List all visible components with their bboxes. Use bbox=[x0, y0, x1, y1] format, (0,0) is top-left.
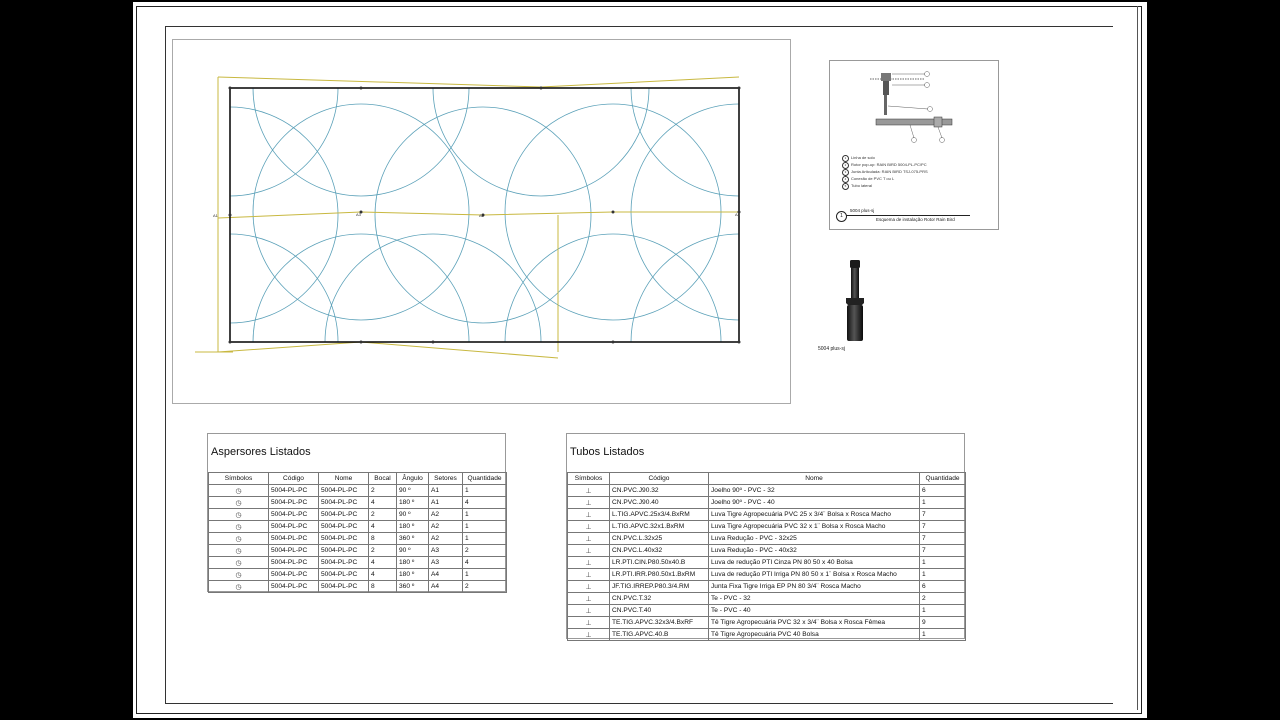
table-cell: 4 bbox=[369, 497, 397, 509]
table-row[interactable] bbox=[209, 509, 507, 521]
table-row[interactable] bbox=[568, 617, 966, 629]
table-cell: CN.PVC.J90.40 bbox=[610, 497, 709, 509]
table-cell: A4 bbox=[429, 581, 463, 593]
table-cell: A3 bbox=[429, 557, 463, 569]
table-cell: 180 º bbox=[397, 569, 429, 581]
table-header-row bbox=[568, 473, 966, 485]
table-cell: 180 º bbox=[397, 497, 429, 509]
table-cell: Luva de redução PTI Irriga PN 80 50 x 1¨ Bolsa x Rosca Macho bbox=[709, 569, 920, 581]
coverage-circle bbox=[253, 40, 469, 196]
table-cell: A2 bbox=[429, 533, 463, 545]
column-header: Código bbox=[610, 473, 709, 485]
symbol-icon: ⊥ bbox=[568, 629, 610, 641]
table-cell: 4 bbox=[463, 557, 507, 569]
symbol-icon: ⊥ bbox=[568, 581, 610, 593]
column-header: Código bbox=[269, 473, 319, 485]
sector-label: A3 bbox=[356, 212, 361, 217]
coverage-circle bbox=[505, 234, 721, 403]
table-cell: 1 bbox=[920, 605, 966, 617]
rotor-product-photo[interactable] bbox=[818, 256, 866, 356]
irrigation-plan-viewport[interactable] bbox=[172, 39, 791, 404]
sprinkler-head bbox=[229, 214, 232, 217]
table-cell: 5004-PL-PC bbox=[269, 497, 319, 509]
table-cell: 1 bbox=[463, 533, 507, 545]
table-cell: 7 bbox=[920, 545, 966, 557]
table-cell: Junta Fixa Tigre Irriga EP PN 80 3/4¨ Rosca Macho bbox=[709, 581, 920, 593]
table-cell: TE.TIG.APVC.32x3/4.BxRF bbox=[610, 617, 709, 629]
table-cell: 7 bbox=[920, 533, 966, 545]
table-cell: 4 bbox=[369, 521, 397, 533]
sprinkler-head bbox=[612, 341, 615, 344]
table-cell: 5004-PL-PC bbox=[319, 485, 369, 497]
table-cell: 1 bbox=[920, 569, 966, 581]
table-row[interactable] bbox=[568, 533, 966, 545]
column-header: Ângulo bbox=[397, 473, 429, 485]
sprinkler-head bbox=[229, 341, 232, 344]
sprinkler-schedule-table bbox=[208, 472, 507, 593]
table-row[interactable] bbox=[209, 521, 507, 533]
sprinkler-head bbox=[612, 211, 615, 214]
table-row[interactable] bbox=[209, 545, 507, 557]
table-cell: 180 º bbox=[397, 557, 429, 569]
symbol-icon: ◷ bbox=[209, 557, 269, 569]
symbol-icon: ⊥ bbox=[568, 545, 610, 557]
rotor-image-icon bbox=[818, 256, 866, 348]
sprinkler-head bbox=[360, 341, 363, 344]
table-cell: 1 bbox=[920, 497, 966, 509]
detail-legend-item: 1 Linha de solo bbox=[842, 155, 875, 162]
table-cell: 7 bbox=[920, 521, 966, 533]
table-cell: Tê Tigre Agropecuária PVC 32 x 3/4¨ Bolsa x Rosca Fêmea bbox=[709, 617, 920, 629]
symbol-icon: ◷ bbox=[209, 545, 269, 557]
table-cell: 2 bbox=[369, 545, 397, 557]
table-row[interactable] bbox=[568, 497, 966, 509]
table-cell: A1 bbox=[429, 485, 463, 497]
table-cell: A2 bbox=[429, 509, 463, 521]
sector-label: A4 bbox=[735, 212, 740, 217]
table-cell: 2 bbox=[463, 545, 507, 557]
table-cell: 5004-PL-PC bbox=[269, 521, 319, 533]
table-cell: LR.PTI.CIN.P80.50x40.B bbox=[610, 557, 709, 569]
detail-mark-label: 5004 plus-sj bbox=[850, 208, 875, 213]
symbol-icon: ◷ bbox=[209, 569, 269, 581]
table-cell: 5004-PL-PC bbox=[269, 533, 319, 545]
table-cell: L.TIG.APVC.25x3/4.BxRM bbox=[610, 509, 709, 521]
table-cell: A2 bbox=[429, 521, 463, 533]
table-row[interactable] bbox=[209, 569, 507, 581]
column-header: Quantidade bbox=[920, 473, 966, 485]
column-header: Símbolos bbox=[209, 473, 269, 485]
table-row[interactable] bbox=[568, 605, 966, 617]
symbol-icon: ⊥ bbox=[568, 521, 610, 533]
pipe-schedule bbox=[566, 433, 965, 639]
detail-legend-item: 3 Junta Articulada: RAIN BIRD TSJ-075-PRS bbox=[842, 169, 928, 176]
symbol-icon: ⊥ bbox=[568, 557, 610, 569]
table-row[interactable] bbox=[209, 533, 507, 545]
symbol-icon: ◷ bbox=[209, 533, 269, 545]
table-row[interactable] bbox=[568, 545, 966, 557]
table-cell: Joelho 90º - PVC - 32 bbox=[709, 485, 920, 497]
coverage-circle bbox=[253, 234, 469, 403]
detail-caption: Esquema de instalação Rotor Rain Bird bbox=[876, 217, 955, 222]
irrigation-plan-drawing bbox=[173, 40, 790, 403]
table-row[interactable] bbox=[568, 485, 966, 497]
table-cell: 360 º bbox=[397, 533, 429, 545]
table-cell: 4 bbox=[369, 569, 397, 581]
sprinkler-head bbox=[432, 341, 435, 344]
table-cell: Luva Tigre Agropecuária PVC 32 x 1¨ Bolsa x Rosca Macho bbox=[709, 521, 920, 533]
table-cell: LR.PTI.IRR.P80.50x1.BxRM bbox=[610, 569, 709, 581]
symbol-icon: ◷ bbox=[209, 485, 269, 497]
pipe-network bbox=[195, 77, 739, 358]
detail-mark-underline bbox=[846, 215, 970, 216]
table-cell: 5004-PL-PC bbox=[319, 521, 369, 533]
table-cell: 5004-PL-PC bbox=[319, 509, 369, 521]
table-row[interactable] bbox=[568, 509, 966, 521]
sprinkler-head bbox=[229, 87, 232, 90]
table-cell: CN.PVC.T.32 bbox=[610, 593, 709, 605]
table-row[interactable] bbox=[568, 557, 966, 569]
table-cell: 5004-PL-PC bbox=[269, 557, 319, 569]
table-cell: 5004-PL-PC bbox=[319, 557, 369, 569]
table-cell: 5004-PL-PC bbox=[269, 569, 319, 581]
sector-label: A1 bbox=[213, 213, 218, 218]
table-cell: 8 bbox=[369, 533, 397, 545]
symbol-icon: ⊥ bbox=[568, 569, 610, 581]
symbol-icon: ⊥ bbox=[568, 533, 610, 545]
table-row[interactable] bbox=[568, 569, 966, 581]
table-cell: 180 º bbox=[397, 521, 429, 533]
table-cell: 90 º bbox=[397, 545, 429, 557]
coverage-circle bbox=[325, 234, 541, 403]
symbol-icon: ◷ bbox=[209, 521, 269, 533]
pipe-top-lateral bbox=[218, 77, 739, 87]
table-cell: L.TIG.APVC.32x1.BxRM bbox=[610, 521, 709, 533]
column-header: Nome bbox=[709, 473, 920, 485]
column-header: Símbolos bbox=[568, 473, 610, 485]
table-row[interactable] bbox=[209, 557, 507, 569]
table-cell: Luva Redução - PVC - 40x32 bbox=[709, 545, 920, 557]
column-header: Nome bbox=[319, 473, 369, 485]
column-header: Bocal bbox=[369, 473, 397, 485]
table-cell: 4 bbox=[463, 497, 507, 509]
column-header: Setores bbox=[429, 473, 463, 485]
table-cell: CN.PVC.L.32x25 bbox=[610, 533, 709, 545]
table-cell: 90 º bbox=[397, 509, 429, 521]
symbol-icon: ⊥ bbox=[568, 605, 610, 617]
table-row[interactable] bbox=[209, 581, 507, 593]
table-cell: 2 bbox=[369, 509, 397, 521]
table-cell: Luva Tigre Agropecuária PVC 25 x 3/4¨ Bolsa x Rosca Macho bbox=[709, 509, 920, 521]
sprinkler-head bbox=[360, 87, 363, 90]
table-cell: 5004-PL-PC bbox=[269, 545, 319, 557]
table-row[interactable] bbox=[568, 593, 966, 605]
table-cell: 4 bbox=[369, 557, 397, 569]
sprinkler-schedule bbox=[207, 433, 506, 592]
table-cell: 1 bbox=[920, 557, 966, 569]
table-cell: Tê Tigre Agropecuária PVC 40 Bolsa bbox=[709, 629, 920, 641]
table-row[interactable] bbox=[568, 629, 966, 641]
symbol-icon: ◷ bbox=[209, 497, 269, 509]
drawing-frame-right bbox=[1137, 6, 1138, 710]
table-cell: 6 bbox=[920, 581, 966, 593]
symbol-icon: ⊥ bbox=[568, 617, 610, 629]
pipe-schedule-title: Tubos Listados bbox=[570, 446, 645, 458]
table-row[interactable] bbox=[209, 497, 507, 509]
coverage-circle bbox=[173, 107, 338, 323]
sprinkler-head bbox=[738, 87, 741, 90]
table-row[interactable] bbox=[568, 581, 966, 593]
table-cell: 5004-PL-PC bbox=[269, 581, 319, 593]
coverage-circle bbox=[433, 40, 649, 196]
table-cell: 5004-PL-PC bbox=[319, 581, 369, 593]
coverage-circle bbox=[173, 40, 338, 196]
table-cell: JF.TIG.IRREP.P80.3/4.RM bbox=[610, 581, 709, 593]
table-cell: Te - PVC - 32 bbox=[709, 593, 920, 605]
sprinkler-head bbox=[738, 341, 741, 344]
table-cell: 2 bbox=[463, 581, 507, 593]
detail-legend-item: 5 Tubo lateral bbox=[842, 183, 872, 190]
table-cell: 7 bbox=[920, 509, 966, 521]
column-header: Quantidade bbox=[463, 473, 507, 485]
table-cell: A4 bbox=[429, 569, 463, 581]
table-cell: 9 bbox=[920, 617, 966, 629]
detail-legend-item: 4 Conexão de PVC T ou L bbox=[842, 176, 894, 183]
detail-legend-item: 2 Rotor pop-up: RAIN BIRD 5004-PL-PC/PC bbox=[842, 162, 927, 169]
table-row[interactable] bbox=[568, 521, 966, 533]
sprinkler-schedule-title: Aspersores Listados bbox=[211, 446, 311, 458]
sector-label: A2 bbox=[479, 213, 484, 218]
product-caption: 5004 plus-sj bbox=[818, 346, 845, 352]
table-cell: CN.PVC.L.40x32 bbox=[610, 545, 709, 557]
table-cell: 2 bbox=[920, 593, 966, 605]
table-cell: A1 bbox=[429, 497, 463, 509]
symbol-icon: ◷ bbox=[209, 581, 269, 593]
table-header-row bbox=[209, 473, 507, 485]
pipe-bottom-line bbox=[195, 342, 558, 358]
table-cell: Luva Redução - PVC - 32x25 bbox=[709, 533, 920, 545]
coverage-circle bbox=[631, 40, 790, 196]
table-cell: Luva de redução PTI Cinza PN 80 50 x 40 Bolsa bbox=[709, 557, 920, 569]
table-cell: CN.PVC.J90.32 bbox=[610, 485, 709, 497]
symbol-icon: ⊥ bbox=[568, 497, 610, 509]
table-cell: 5004-PL-PC bbox=[319, 569, 369, 581]
table-cell: 5004-PL-PC bbox=[269, 485, 319, 497]
table-cell: 1 bbox=[463, 521, 507, 533]
table-cell: 1 bbox=[463, 509, 507, 521]
pipe-schedule-table bbox=[567, 472, 966, 641]
table-cell: 360 º bbox=[397, 581, 429, 593]
symbol-icon: ⊥ bbox=[568, 509, 610, 521]
table-cell: Joelho 90º - PVC - 40 bbox=[709, 497, 920, 509]
detail-mark-circle: 1 bbox=[836, 211, 847, 222]
installation-detail-viewport[interactable] bbox=[829, 60, 999, 230]
table-cell: 5004-PL-PC bbox=[319, 545, 369, 557]
table-row[interactable] bbox=[209, 485, 507, 497]
table-cell: 2 bbox=[369, 485, 397, 497]
table-cell: 1 bbox=[920, 629, 966, 641]
table-cell: CN.PVC.T.40 bbox=[610, 605, 709, 617]
table-cell: Te - PVC - 40 bbox=[709, 605, 920, 617]
sprinkler-head bbox=[540, 87, 543, 90]
table-cell: TE.TIG.APVC.40.B bbox=[610, 629, 709, 641]
rotor-installation-diagram bbox=[830, 61, 998, 151]
table-cell: 8 bbox=[369, 581, 397, 593]
symbol-icon: ◷ bbox=[209, 509, 269, 521]
table-cell: A3 bbox=[429, 545, 463, 557]
table-cell: 5004-PL-PC bbox=[319, 497, 369, 509]
symbol-icon: ⊥ bbox=[568, 593, 610, 605]
symbol-icon: ⊥ bbox=[568, 485, 610, 497]
table-cell: 1 bbox=[463, 485, 507, 497]
table-cell: 6 bbox=[920, 485, 966, 497]
table-cell: 1 bbox=[463, 569, 507, 581]
table-cell: 5004-PL-PC bbox=[269, 509, 319, 521]
table-cell: 5004-PL-PC bbox=[319, 533, 369, 545]
table-cell: 90 º bbox=[397, 485, 429, 497]
